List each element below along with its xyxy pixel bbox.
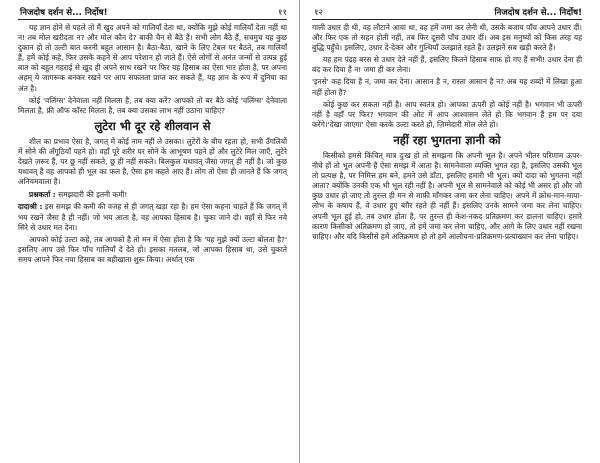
right-paragraph: किसीको हमसे किंचित् मात्र दुःख हो तो समझना कि अपनी भूल है। अपने भीतर परिणाम ऊपर-नीचे हों तो भूल अपनी है ऐसा समझ में आता है। सामनेवाला व्यक्ति भुगत रहा है, इसलिए उसकी भूल तो प्रत्यक्ष है, पर निमित्त हम बने, हमने उसे डाँटा, इसलिए हमारी भी भूल। क्यों दादा को भुगतना नहीं आता? क्योंकि उनकी एक भी भूल रही नहीं है। अपनी भूल से सामनेवाले को कोई भी असर हो और जो कुछ उधार हो जाए तो तुरन्त ही मन से माफ़ी माँगकर जमा कर लेना चाहिए। अपने में क्रोध-मान-माया-लोभ के कषाय हैं, वे उधार हुए बग़ैर रहते ही नहीं हैं। इसलिए उनके सामने जमा कर लेना चाहिए। अपनी भूल हुई हो, तब उधार होता है, पर तुरन्त ही केश-नकद प्रतिक्रमण कर डालना चाहिए। हमारे कारण किसीको अतिक्रमण हो जाए, तो हमें जमा कर लेना चाहिए, और आगे के लिए उधार नहीं रखना चाहिए। और यदि किसीसे हमें अतिक्रमण हो तो हमें आलोचना-प्रतिक्रमण-प्रत्याख्यान कर लेना चाहिए। [312,150,582,241]
right-section-title: नहीं रहा भुगतना ज्ञानी को [393,132,501,147]
left-paragraph: कोई 'वलिंग्स' देनेवाला नहीं मिलता है, तब क्या करें? आपको तो बर बैठे कोई 'वलिंग्स' देनेवाला मिलता है, फ्री ऑफ कॉस्ट मिलता है, तब क्या उसका लाभ नहीं उठाना चाहिए? [18,95,287,115]
answer-block [18,202,287,232]
left-section-title: लुटेरा भी दूर रहे शीलवान से [94,118,211,133]
right-page [300,0,600,463]
question-block [18,190,287,200]
right-header-title: निजदोष दर्शन से... निर्दोष! [494,8,582,18]
left-header-title: निजदोष दर्शन से... निर्दोष! [20,8,108,18]
left-paragraph: शील का प्रभाव ऐसा है, जगत् में कोई नाम नहीं ले उसका। लुटेरों के बीच रहता हो, सभी उँगलियों में सोने की अँगूठियाँ पहने हो। वहाँ पूरे शरीर पर सोने के आभूषण पहने हों और लुटेरे मिल जाएँ, लुटेरे देखते ज़रूर हैं, पर छू नहीं सकते, छू ही नहीं सकते। बिलकुल यथावत् जैसा जगत् ही नहीं है। जो कुछ यथावत् है वह आपको ही भूल का फल है, ऐसा हम कहते आए हैं। लोग तो ऐसा ही जानते हैं कि जगत् अनियमवाला है। [18,136,287,187]
left-paragraph: यह ज्ञान होने से पहले तो मैं खुद अपने को गालियाँ देता था, क्योंकि मुझे कोई गालियाँ देता नहीं था न! तब मोल खरीदता न? और मोल कौन दे? बाकी चैन से बैठे हैं। सभी लोग बैठे हैं, सचमुच यह कुछ दुकान हो तो उल्टी बात करनी बहुत आसान है। बैठा-बैठा, खाने के लिए टेबल पर बैठते, तब गालियाँ हैं, हमें कोई कहे, फिर उसके कहने से आप परेशान हो जाते हैं। ऐसे लोगों से अनंत जन्मों से उत्पन्न हुई बात को बहुत गहराई से ख़ुद ही अपने साथ रखने पर फिर यह हिसाब का ऐसा भार होता है, पर अपना अहम् ये जागरूक बनकर रखने पर आप सफलता प्राप्त कर सकते हैं, यह ज्ञान के रूप में दुनिया का अंत है। [18,23,287,93]
right-paragraph: कोई कुछ कर सकता नहीं है। आप स्वतंत्र हो। आपका ऊपरी हो कोई नहीं है। भगवान भी ऊपरी नहीं है वहाँ पर फिर? भगवान की ओट में आप आश्वासन लेते हो कि भगवान हैं हम पर दया करेंगे।'देखा जाएगा' ऐसा करके उल्टा करते हो, ज़िम्मेदारी मोल लेते हो। [312,99,582,129]
answer-label: दादाश्री : [18,202,43,212]
right-running-head [312,6,582,20]
right-paragraph: गाली उधार दी थी, वह लौटाने आया था, वह हमें जमा कर लेनी थी, उसके बजाय पाँच आपने उधार दीं। और फिर एक तो सहन होती नहीं, तब फिर दूसरी पाँच उधार दीं। अब इस मनुष्यों को किस तरह यह बुद्धि पहुँचे। इसलिए, उधार दे-देकर और गुत्थियाँ उलझाते रहते हैं। उलझनें सब खड़ी करते हैं। [312,23,582,53]
left-page-number: ११ [278,8,287,18]
right-paragraph: यह हम पंद्रह बरस से उधार देते नहीं हैं, इसलिए कितने हिसाब साफ़ हो गए हैं सभी! उधार देना ही बंद कर दिया है न! जमा ही कर लेना। [312,55,582,75]
answer-text: इस समझ की कमी की वजह से ही जगत् खड़ा रहा है। हम ऐसा कहना चाहते हैं कि जगत् में भय रखने जैसा है ही नहीं। जो भय आता है, वह आपका हिसाब है। चुका जाने दो। वहाँ से फिर नये सिरे से उधार मत देना। [18,202,287,232]
question-text: समझदारी की इतनी कमी! [58,190,128,200]
left-paragraph: आपको कोई उल्टा कहे, तब आपको है तो मन में ऐसा होता है कि 'यह मुझे क्यों उल्टा बोलता है?' इसलिए आप उसे फिर पाँच गालियाँ दे देते हो। इसका मतलब, जो आपका हिसाब था, उसे चुकाते समय आपने फिर नया हिसाब का बहीखाता शुरू किया। अर्थात् एक [18,234,287,264]
question-label: प्रश्नकर्ता : [29,190,56,200]
left-running-head [18,6,287,20]
right-paragraph: 'इनसे' कह दिया है न, जमा कर देना। आसान है न, रास्ता आसान है न? अब यह शब्दों में लिखा हुआ नहीं होता है? [312,77,582,97]
right-page-number: १२ [314,8,323,18]
